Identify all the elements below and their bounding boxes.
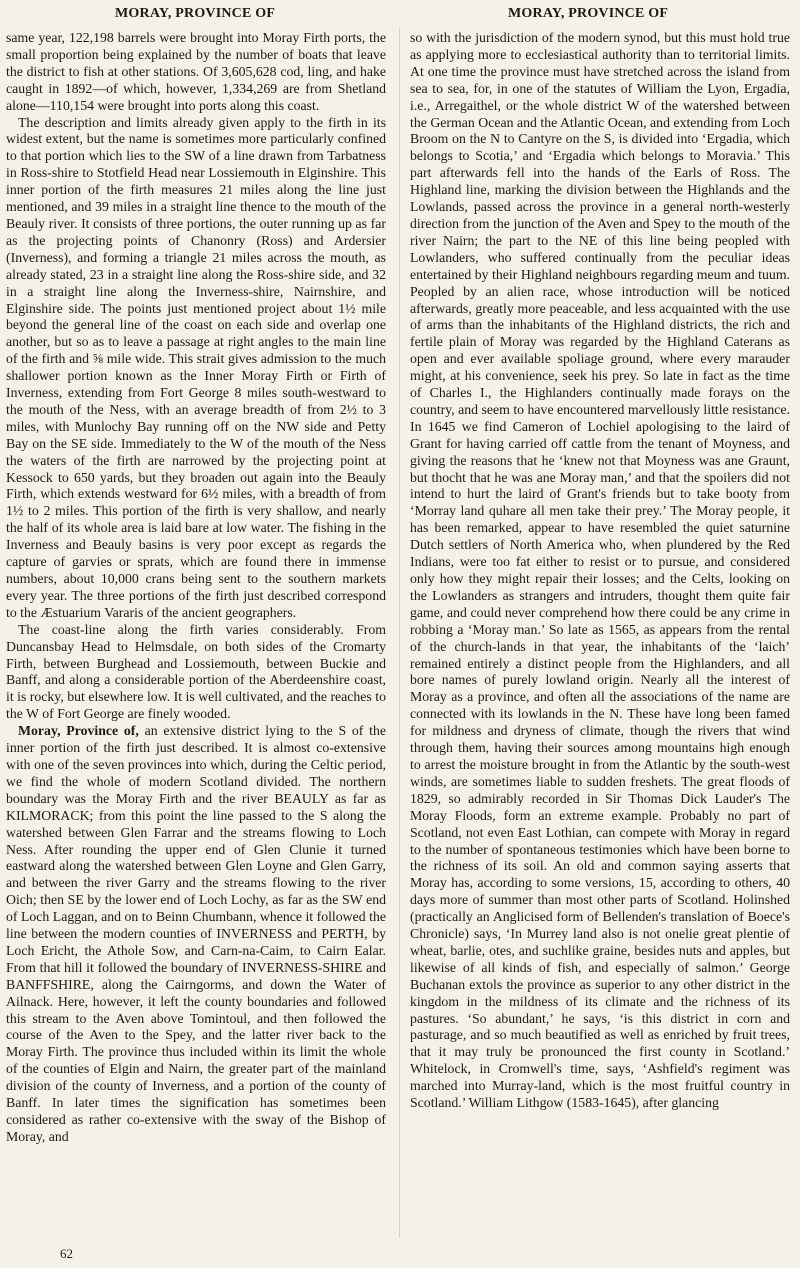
entry-body: an extensive district lying to the S of the inner portion of the firth just described. It is almost co-extensive with one of the seven provinces into which, during the Celtic period, we find the whole of modern Scotland divided. The northern boundary was the Moray Firth and the river BEAULY as far as KILMORACK; from this point the line passed to the S along the watershed between Glen Farrar and the streams flowing to Loch Ness. After rounding the upper end of Glen Clunie it turned eastward along the watershed between Glen Loyne and Glen Garry, and between the river Garry and the streams flowing to the river Oich; then SE by the lower end of Loch Lochy, as far as the SW end of Loch Laggan, and on to Beinn Chumbann, whence it followed the line between the modern counties of INVERNESS and PERTH, by Loch Ericht, the Athole Sow, and Carn-na-Caim, to Cairn Ealar. From that hill it followed the boundary of INVERNESS-SHIRE and BANFFSHIRE, along the Cairngorms, and down the Water of Ailnack. Here, however, it left the county boundaries and followed this stream to the Aven above Tomintoul, and then followed the course of the Aven to the Spey, and the latter river back to the Moray Firth. The province thus included within its limit the whole of the counties of Elgin and Nairn, the greater part of the mainland division of the county of Inverness, and a portion of the county of Banff. In later times the signification has sometimes been considered as rather co-extensive with the sway of the Bishop of Moray, and (6, 723, 386, 1144)
right-column (410, 30, 790, 1238)
running-head-right: MORAY, PROVINCE OF (508, 6, 669, 21)
left-column (6, 30, 386, 1238)
entry-moray-province (6, 723, 386, 1146)
paragraph: The coast-line along the firth varies considerably. From Duncansbay Head to Helmsdale, on both sides of the Cromarty Firth, between Burghead and Lossiemouth, between Buckie and Banff, and along a considerable portion of the Aberdeenshire coast, it is rocky, but elsewhere low. It is well cultivated, and the reaches to the W of Fort George are finely wooded. (6, 621, 386, 722)
paragraph: so with the jurisdiction of the modern synod, but this must hold true as applying more to ecclesiastical authority than to territorial limits. At one time the province must have stretched across the island from sea to sea, for, in one of the statutes of William the Lyon, Ergadia, i.e., Arregaithel, or the whole district W of the watershed between the German Ocean and the Atlantic Ocean, and extending from Loch Broom on the N to Cantyre on the S, is divided into ‘Ergadia, which belongs to Scotia,’ and ‘Ergadia which belongs to Moravia.’ This part afterwards fell into the hands of the Earls of Ross. The Highland line, marking the division between the Highlands and the Lowlands, passed across the province in a general north-westerly direction from the junction of the Aven and Spey to the mouth of the river Nairn; the part to the NE of this line being peopled with Lowlanders, who suffered continually from the peculiar ideas entertained by their Highland neighbours regarding meum and tuum. Peopled by an alien race, whose introduction will be noticed afterwards, greatly more peaceable, and less acquainted with the use of arms than the inhabitants of the Highland districts, the rich and fertile plain of Moray was regarded by the Highland Caterans as open and ever available spoliage ground, where every marauder might, at his convenience, seek his prey. So late in fact as the time of Charles I., the Highlanders continually made forays on the country, and seem to have encountered marvellously little resistance. In 1645 we find Cameron of Lochiel apologising to the laird of Grant for having carried off cattle from the tenant of Moyness, and giving the reasons that he ‘knew not that Moyness was ane Graunt, but thocht that he was ane Moray man,’ and that the spoilers did not intend to hurt the laird of Grant's friends but to take booty from ‘Morray land quhare all men take their prey.’ The Moray people, it has been remarked, appear to have resembled the quiet saturnine Dutch settlers of North America who, when plundered by the Red Indians, were too fat either to resist or to pursue, and considered only how they might repair their losses; and the Celts, looking on the Lowlanders as strangers and intruders, thought them quite fair game, and could never comprehend how there could be any crime in robbing a ‘Moray man.’ So late as 1565, as appears from the rental of the church-lands in that year, the inhabitants of the ‘laich’ remained entirely a distinct people from the Highlanders, and all bore names of purely lowland origin. Nearly all the interest of Moray as a province, and often all the associations of the name are connected with its lowlands in the N. These have long been famed for mildness and dryness of climate, though the rivers that wind through them, having their sources among mountains high enough to arrest the moisture brought in from the Atlantic by the south-west winds, are sometimes liable to sudden freshets. The great floods of 1829, so admirably recorded in Sir Thomas Dick Lauder's The Moray Floods, form an extreme example. Probably no part of Scotland, not even East Lothian, can compete with Moray in regard to the number of spontaneous testimonies which have been borne to the richness of its soil. An old and common saying asserts that Moray has, according to some versions, 15, according to others, 40 days more of summer than most other parts of Scotland. Holinshed (practically an Anglicised form of Bellenden's translation of Boece's Chronicle) says, ‘In Murrey land also is not onelie great plentie of wheat, barlie, otes, and suchlike graine, besides nuts and apples, but likewise of all kinds of fish, and especially of salmon.’ George Buchanan extols the province as superior to any other district in the kingdom in the mildness of its climate and the richness of its pastures. ‘So abundant,’ he says, ‘is this district in corn and pasturage, and so much beautified as well as enriched by fruit trees, that it may truly be pronounced the first county in Scotland.’ Whitelock, in Cromwell's time, says, ‘Ashfield's regiment was marched into Murray-land, which is the most fruitful country in Scotland.’ William Lithgow (1583-1645), after glancing (410, 30, 790, 1111)
entry-headword: Moray, Province of, (18, 723, 139, 739)
paragraph: same year, 122,198 barrels were brought into Moray Firth ports, the small proportion being explained by the number of boats that leave the district to fish at other stations. Of 3,605,628 cod, ling, and hake caught in 1892—of which, however, 1,334,269 are from Shetland alone—110,154 were brought into ports along this coast. (6, 30, 386, 113)
running-head-left: MORAY, PROVINCE OF (115, 6, 276, 21)
column-gutter (399, 28, 400, 1238)
page-number: 62 (60, 1246, 73, 1261)
paragraph: The description and limits already given apply to the firth in its widest extent, but the name is sometimes more particularly confined to that portion which lies to the SW of a line drawn from Tarbatness in Ross-shire to Stotfield Head near Lossiemouth in Elginshire. This inner portion of the firth measures 21 miles along the line just mentioned, and 39 miles in a straight line thence to the mouth of the Beauly river. It consists of three portions, the outer running up as far as the projecting points of Chanonry (Ross) and Ardersier (Inverness), and forming a triangle 21 miles across the mouth, as already stated, 23 in a straight line along the Ross-shire side, and 32 in a straight line along the Inverness-shire, Nairnshire, and Elginshire side. The points just mentioned project about 1½ mile beyond the general line of the coast on each side and overlap one another, but so as to leave a passage at right angles to the main line of the firth and ⅝ mile wide. This strait gives admission to the much shallower portion known as the Inner Moray Firth or Firth of Inverness, extending from Fort George 8 miles south-westward to the mouth of the Ness, with an average breadth of from 2½ to 3 miles, with Munlochy Bay running off on the NW side and Petty Bay on the SE side. Immediately to the W of the mouth of the Ness the waters of the firth are narrowed by the projecting point at Kessock to 650 yards, but they broaden out again into the Beauly Firth, which extends westward for 6½ miles, with a breadth of from 1½ to 2 miles. This portion of the firth is very shallow, and nearly the half of its whole area is laid bare at low water. The fishing in the Inverness and Beauly basins is very poor except as regards the capture of garvies or sprats, which are found there in immense numbers, about 10,000 crans being sent to the southern markets every year. The three portions of the firth just described correspond to the Æstuarium Vararis of the ancient geographers. (6, 114, 386, 620)
